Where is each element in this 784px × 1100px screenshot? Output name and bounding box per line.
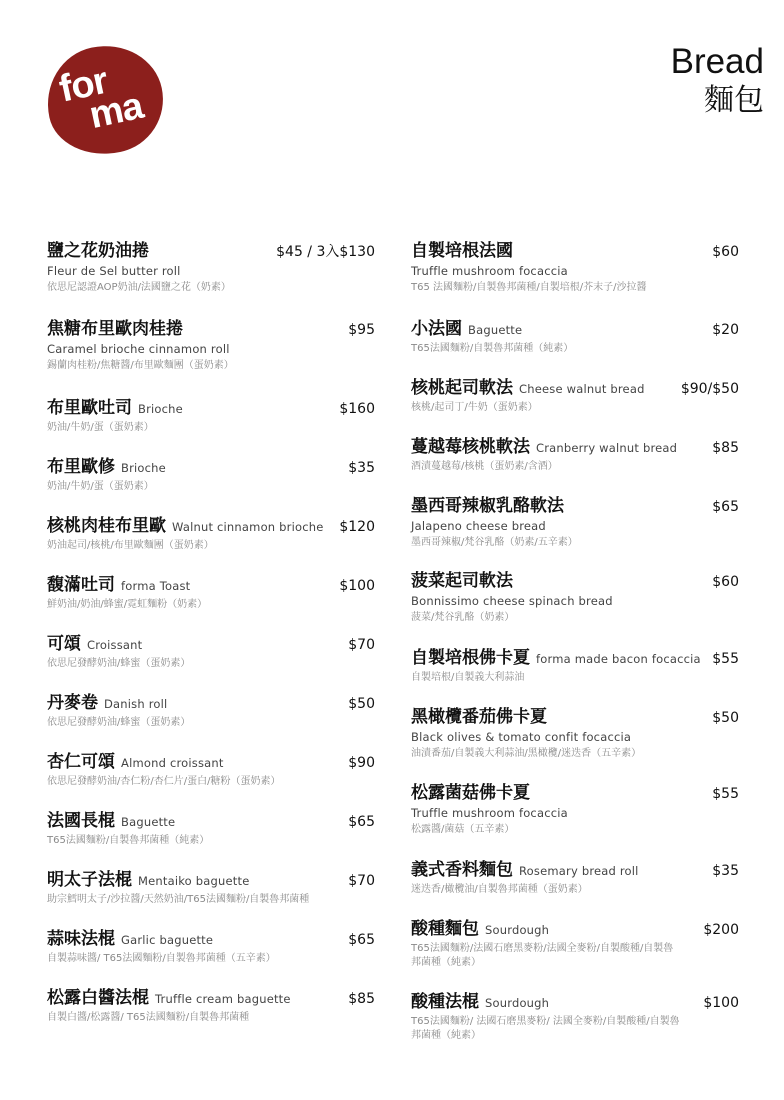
item-name-en: Brioche bbox=[138, 402, 183, 416]
item-name-zh: 松露白醬法棍 bbox=[47, 988, 149, 1008]
item-price: $35 bbox=[348, 460, 375, 476]
menu-item bbox=[411, 495, 739, 550]
item-name-en: forma made bacon focaccia bbox=[536, 652, 701, 666]
item-name-zh: 蔓越莓核桃軟法 bbox=[411, 437, 530, 457]
item-ingredients: 奶油/牛奶/蛋（蛋奶素） bbox=[47, 422, 154, 433]
menu-item bbox=[411, 240, 739, 295]
item-ingredients: 依思尼發酵奶油/蜂蜜（蛋奶素） bbox=[47, 658, 191, 669]
menu-item bbox=[47, 574, 375, 612]
menu-item bbox=[47, 810, 375, 848]
item-name-en: Black olives & tomato confit focaccia bbox=[411, 730, 632, 744]
item-ingredients: 依思尼認證AOP奶油/法國鹽之花（奶素） bbox=[47, 282, 231, 293]
item-name-en: Bonnissimo cheese spinach bread bbox=[411, 594, 613, 608]
item-ingredients: 奶油/牛奶/蛋（蛋奶素） bbox=[47, 481, 154, 492]
item-name-zh: 明太子法棍 bbox=[47, 870, 132, 890]
item-ingredients: 核桃/起司丁/牛奶（蛋奶素） bbox=[411, 402, 538, 413]
item-name-zh: 核桃肉桂布里歐 bbox=[47, 516, 166, 536]
item-name-zh: 松露菌菇佛卡夏 bbox=[411, 783, 530, 803]
menu-item bbox=[411, 570, 739, 625]
menu-item bbox=[411, 377, 739, 415]
menu-item bbox=[47, 456, 375, 494]
item-name-zh: 布里歐吐司 bbox=[47, 398, 132, 418]
item-price: $120 bbox=[339, 519, 375, 535]
item-name-zh: 酸種法棍 bbox=[411, 992, 479, 1012]
menu-item bbox=[411, 991, 739, 1043]
title-chinese: 麵包 bbox=[704, 83, 764, 118]
item-price: $90 bbox=[348, 755, 375, 771]
item-name-en: Danish roll bbox=[104, 697, 168, 711]
menu-item bbox=[411, 859, 739, 897]
item-ingredients: 自製白醬/松露醬/ T65法國麵粉/自製魯邦菌種 bbox=[47, 1012, 250, 1023]
item-price: $55 bbox=[712, 786, 739, 802]
item-price: $65 bbox=[348, 932, 375, 948]
item-name-en: Truffle cream baguette bbox=[155, 992, 291, 1006]
item-name-zh: 酸種麵包 bbox=[411, 919, 479, 939]
item-price: $20 bbox=[712, 322, 739, 338]
item-name-zh: 自製培根佛卡夏 bbox=[411, 648, 530, 668]
item-price: $35 bbox=[712, 863, 739, 879]
item-ingredients: 助宗鱈明太子/沙拉醬/天然奶油/T65法國麵粉/自製魯邦菌種 bbox=[47, 894, 310, 905]
item-price: $65 bbox=[712, 499, 739, 515]
title-english: Bread bbox=[670, 42, 764, 81]
item-ingredients: 自製培根/自製義大利蒜油 bbox=[411, 672, 525, 683]
menu-item bbox=[47, 987, 375, 1025]
menu-item bbox=[411, 782, 739, 837]
item-price: $200 bbox=[703, 922, 739, 938]
item-ingredients: 自製蒜味醬/ T65法國麵粉/自製魯邦菌種（五辛素） bbox=[47, 953, 276, 964]
item-name-en: Cranberry walnut bread bbox=[536, 441, 678, 455]
item-price: $85 bbox=[348, 991, 375, 1007]
item-name-en: Baguette bbox=[121, 815, 176, 829]
item-price: $100 bbox=[339, 578, 375, 594]
item-ingredients: 迷迭香/橄欖油/自製魯邦菌種（蛋奶素） bbox=[411, 884, 588, 895]
item-name-en: Caramel brioche cinnamon roll bbox=[47, 342, 230, 356]
menu-item bbox=[47, 751, 375, 789]
menu-item bbox=[47, 240, 375, 295]
item-name-en: Fleur de Sel butter roll bbox=[47, 264, 181, 278]
item-name-en: Croissant bbox=[87, 638, 143, 652]
item-ingredients: T65法國麵粉/自製魯邦菌種（純素） bbox=[47, 835, 210, 846]
item-ingredients: T65法國麵粉/ 法國石磨黑麥粉/ 法國全麥粉/自製酸種/自製魯邦菌種（純素） bbox=[411, 1016, 680, 1041]
item-name-en: Jalapeno cheese bread bbox=[411, 519, 546, 533]
item-price: $60 bbox=[712, 574, 739, 590]
item-price: $85 bbox=[712, 440, 739, 456]
item-name-en: Truffle mushroom focaccia bbox=[411, 264, 568, 278]
item-price: $95 bbox=[348, 322, 375, 338]
menu-item bbox=[411, 436, 739, 474]
menu-item bbox=[411, 706, 739, 761]
item-name-en: Almond croissant bbox=[121, 756, 224, 770]
item-name-zh: 鹽之花奶油捲 bbox=[47, 241, 149, 261]
item-name-en: Brioche bbox=[121, 461, 166, 475]
menu-item bbox=[47, 692, 375, 730]
item-price: $50 bbox=[712, 710, 739, 726]
item-ingredients: 油漬番茄/自製義大利蒜油/黑橄欖/迷迭香（五辛素） bbox=[411, 748, 642, 759]
item-name-zh: 核桃起司軟法 bbox=[411, 378, 513, 398]
item-name-en: Baguette bbox=[468, 323, 523, 337]
menu-item bbox=[47, 869, 375, 907]
item-name-zh: 布里歐修 bbox=[47, 457, 115, 477]
item-name-zh: 黑橄欖番茄佛卡夏 bbox=[411, 707, 547, 727]
item-name-zh: 馥滿吐司 bbox=[47, 575, 115, 595]
item-name-zh: 焦糖布里歐肉桂捲 bbox=[47, 319, 183, 339]
item-name-zh: 小法國 bbox=[411, 319, 462, 339]
item-ingredients: 依思尼發酵奶油/杏仁粉/杏仁片/蛋白/糖粉（蛋奶素） bbox=[47, 776, 281, 787]
item-name-zh: 可頌 bbox=[47, 634, 81, 654]
item-price: $60 bbox=[712, 244, 739, 260]
menu-item bbox=[411, 647, 739, 685]
item-name-en: Garlic baguette bbox=[121, 933, 214, 947]
item-price: $70 bbox=[348, 637, 375, 653]
logo-text-line2: ma bbox=[85, 84, 147, 137]
logo-text-line1: for bbox=[55, 59, 111, 111]
item-name-en: Sourdough bbox=[485, 923, 550, 937]
item-ingredients: 鮮奶油/奶油/蜂蜜/霓虹麵粉（奶素） bbox=[47, 599, 208, 610]
item-name-zh: 法國長棍 bbox=[47, 811, 115, 831]
item-ingredients: 依思尼發酵奶油/蜂蜜（蛋奶素） bbox=[47, 717, 191, 728]
item-name-en: Rosemary bread roll bbox=[519, 864, 639, 878]
item-name-zh: 杏仁可頌 bbox=[47, 752, 115, 772]
item-price: $65 bbox=[348, 814, 375, 830]
item-name-en: Cheese walnut bread bbox=[519, 382, 645, 396]
item-price: $45 / 3入$130 bbox=[276, 244, 375, 260]
item-name-en: forma Toast bbox=[121, 579, 191, 593]
item-name-zh: 自製培根法國 bbox=[411, 241, 513, 261]
menu-item bbox=[47, 397, 375, 435]
item-name-en: Truffle mushroom focaccia bbox=[411, 806, 568, 820]
item-price: $100 bbox=[703, 995, 739, 1011]
item-price: $55 bbox=[712, 651, 739, 667]
item-ingredients: 菠菜/梵谷乳酪（奶素） bbox=[411, 612, 515, 623]
item-name-zh: 蒜味法棍 bbox=[47, 929, 115, 949]
item-name-zh: 丹麥卷 bbox=[47, 693, 98, 713]
menu-item bbox=[411, 318, 739, 356]
item-ingredients: 墨西哥辣椒/梵谷乳酪（奶素/五辛素） bbox=[411, 537, 578, 548]
item-ingredients: 松露醬/菌菇（五辛素） bbox=[411, 824, 515, 835]
menu-item bbox=[47, 928, 375, 966]
menu-item bbox=[47, 318, 375, 373]
item-ingredients: 錫蘭肉桂粉/焦糖醬/布里歐麵團（蛋奶素） bbox=[47, 360, 234, 371]
item-name-zh: 菠菜起司軟法 bbox=[411, 571, 513, 591]
item-name-en: Mentaiko baguette bbox=[138, 874, 250, 888]
item-ingredients: 酒漬蔓越莓/核桃（蛋奶素/含酒） bbox=[411, 461, 558, 472]
item-name-en: Walnut cinnamon brioche bbox=[172, 520, 324, 534]
item-ingredients: T65法國麵粉/自製魯邦菌種（純素） bbox=[411, 343, 574, 354]
item-price: $90/$50 bbox=[680, 381, 739, 397]
item-name-en: Sourdough bbox=[485, 996, 550, 1010]
menu-item bbox=[47, 633, 375, 671]
item-price: $70 bbox=[348, 873, 375, 889]
menu-item bbox=[411, 918, 739, 970]
item-ingredients: 奶油起司/核桃/布里歐麵團（蛋奶素） bbox=[47, 540, 214, 551]
forma-logo bbox=[37, 35, 173, 165]
item-name-zh: 義式香料麵包 bbox=[411, 860, 513, 880]
item-name-zh: 墨西哥辣椒乳酪軟法 bbox=[411, 496, 564, 516]
page-title bbox=[671, 42, 764, 120]
item-ingredients: T65法國麵粉/法國石磨黑麥粉/法國全麥粉/自製酸種/自製魯邦菌種（純素） bbox=[411, 943, 674, 968]
item-ingredients: T65 法國麵粉/自製魯邦菌種/自製培根/芥末子/沙拉醬 bbox=[411, 282, 647, 293]
menu-item bbox=[47, 515, 375, 553]
item-price: $50 bbox=[348, 696, 375, 712]
item-price: $160 bbox=[339, 401, 375, 417]
